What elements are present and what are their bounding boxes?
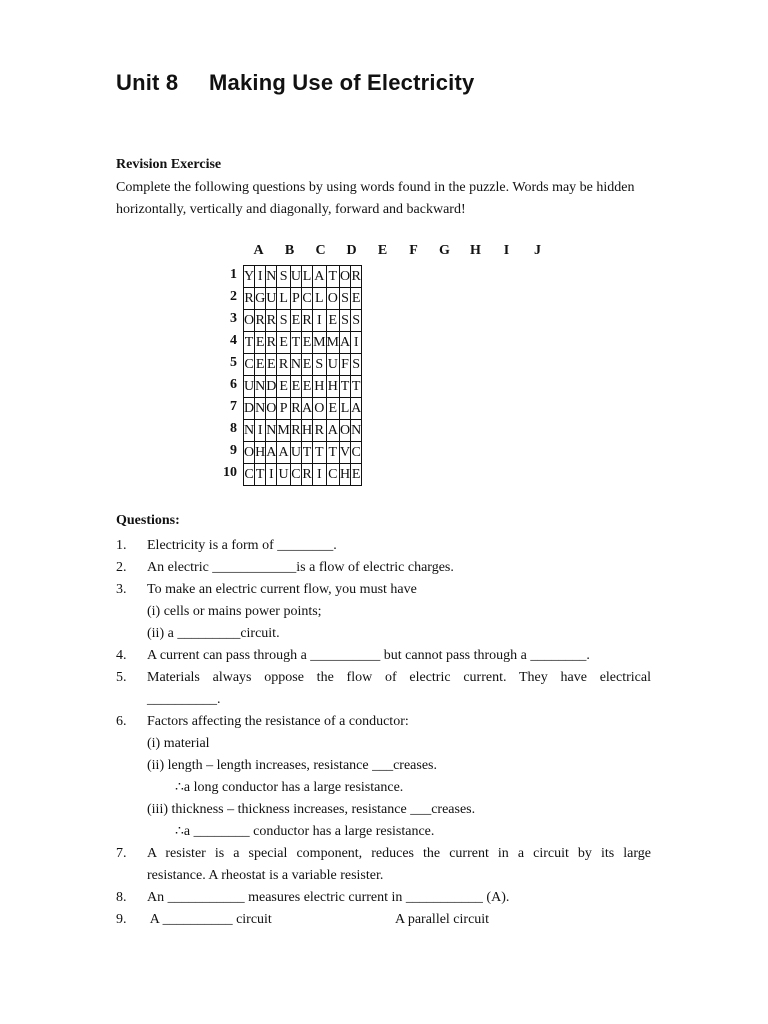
puzzle-cell: N bbox=[351, 420, 362, 442]
question-text: A resister is a special component, reduces the current in a circuit by its large bbox=[147, 846, 651, 861]
question-continuation: resistance. A rheostat is a variable resister. bbox=[147, 868, 384, 883]
row-header: 4 bbox=[230, 333, 237, 348]
puzzle-cell: R bbox=[301, 464, 312, 486]
puzzle-cell: E bbox=[301, 332, 312, 354]
puzzle-cell: A bbox=[339, 332, 350, 354]
puzzle-cell: H bbox=[326, 376, 339, 398]
row-header: 2 bbox=[230, 289, 237, 304]
puzzle-cell: C bbox=[351, 442, 362, 464]
puzzle-cell: O bbox=[313, 398, 326, 420]
puzzle-cell: T bbox=[290, 332, 301, 354]
puzzle-cell: C bbox=[301, 288, 312, 310]
puzzle-cell: D bbox=[266, 376, 277, 398]
puzzle-cell: T bbox=[351, 376, 362, 398]
puzzle-cell: Y bbox=[244, 266, 255, 288]
puzzle-row bbox=[244, 420, 362, 442]
puzzle-cell: T bbox=[255, 464, 266, 486]
row-header: 10 bbox=[223, 465, 237, 480]
puzzle-cell: O bbox=[339, 420, 350, 442]
puzzle-cell: C bbox=[290, 464, 301, 486]
puzzle-row bbox=[244, 376, 362, 398]
puzzle-cell: O bbox=[244, 310, 255, 332]
puzzle-grid bbox=[243, 265, 362, 486]
puzzle-cell: V bbox=[339, 442, 350, 464]
puzzle-cell: F bbox=[339, 354, 350, 376]
puzzle-cell: L bbox=[339, 398, 350, 420]
puzzle-cell: N bbox=[266, 266, 277, 288]
column-header: H bbox=[470, 243, 481, 258]
puzzle-cell: D bbox=[244, 398, 255, 420]
puzzle-cell: R bbox=[301, 310, 312, 332]
puzzle-cell: R bbox=[313, 420, 326, 442]
puzzle-cell: E bbox=[290, 310, 301, 332]
column-header: I bbox=[503, 243, 510, 258]
question-continuation: __________. bbox=[147, 692, 221, 707]
puzzle-cell: U bbox=[277, 464, 290, 486]
puzzle-cell: A bbox=[313, 266, 326, 288]
question-text: A __________ circuit bbox=[147, 912, 272, 927]
puzzle-cell: R bbox=[266, 310, 277, 332]
puzzle-cell: I bbox=[313, 310, 326, 332]
puzzle-cell: S bbox=[277, 310, 290, 332]
puzzle-cell: T bbox=[326, 442, 339, 464]
puzzle-cell: E bbox=[255, 332, 266, 354]
puzzle-cell: T bbox=[339, 376, 350, 398]
column-header: E bbox=[377, 243, 388, 258]
puzzle-cell: A bbox=[277, 442, 290, 464]
puzzle-cell: E bbox=[301, 376, 312, 398]
puzzle-cell: R bbox=[244, 288, 255, 310]
puzzle-cell: E bbox=[255, 354, 266, 376]
puzzle-cell: N bbox=[290, 354, 301, 376]
puzzle-cell: R bbox=[266, 332, 277, 354]
question-number: 2. bbox=[116, 560, 127, 575]
question-subitem: ∴a long conductor has a large resistance. bbox=[175, 780, 404, 795]
puzzle-cell: U bbox=[290, 442, 301, 464]
puzzle-cell: T bbox=[326, 266, 339, 288]
puzzle-cell: N bbox=[255, 376, 266, 398]
questions-heading: Questions: bbox=[116, 513, 180, 528]
puzzle-cell: S bbox=[351, 310, 362, 332]
question-text: Factors affecting the resistance of a conductor: bbox=[147, 714, 409, 729]
puzzle-cell: I bbox=[313, 464, 326, 486]
puzzle-cell: L bbox=[301, 266, 312, 288]
question-number: 8. bbox=[116, 890, 127, 905]
question-number: 1. bbox=[116, 538, 127, 553]
puzzle-cell: E bbox=[326, 310, 339, 332]
question-text: An electric ____________is a flow of electric charges. bbox=[147, 560, 454, 575]
row-header: 6 bbox=[230, 377, 237, 392]
puzzle-cell: R bbox=[290, 398, 301, 420]
puzzle-cell: U bbox=[266, 288, 277, 310]
puzzle-cell: R bbox=[277, 354, 290, 376]
question-text: Electricity is a form of ________. bbox=[147, 538, 337, 553]
column-header: A bbox=[253, 243, 264, 258]
column-header: C bbox=[315, 243, 326, 258]
unit-name: Making Use of Electricity bbox=[209, 70, 475, 95]
question-number: 3. bbox=[116, 582, 127, 597]
row-header: 8 bbox=[230, 421, 237, 436]
puzzle-cell: T bbox=[301, 442, 312, 464]
puzzle-cell: H bbox=[255, 442, 266, 464]
puzzle-cell: U bbox=[244, 376, 255, 398]
question-number: 7. bbox=[116, 846, 127, 861]
question-subitem: (ii) length – length increases, resistance ___creases. bbox=[147, 758, 438, 773]
puzzle-cell: S bbox=[339, 310, 350, 332]
puzzle-cell: O bbox=[326, 288, 339, 310]
puzzle-cell: E bbox=[290, 376, 301, 398]
puzzle-cell: G bbox=[255, 288, 266, 310]
row-header: 3 bbox=[230, 311, 237, 326]
column-header: F bbox=[409, 243, 418, 258]
section-title: Revision Exercise bbox=[116, 157, 222, 172]
question-text-right: A parallel circuit bbox=[395, 912, 490, 927]
column-header: B bbox=[284, 243, 295, 258]
question-subitem: (i) cells or mains power points; bbox=[147, 604, 322, 619]
puzzle-cell: S bbox=[339, 288, 350, 310]
instructions-text: Complete the following questions by using words found in the puzzle. Words may be hidden horizontally, vertically and diagonally, forward and backward! bbox=[116, 180, 635, 217]
puzzle-cell: A bbox=[351, 398, 362, 420]
puzzle-cell: I bbox=[266, 464, 277, 486]
puzzle-row bbox=[244, 288, 362, 310]
puzzle-cell: P bbox=[277, 398, 290, 420]
question-number: 9. bbox=[116, 912, 127, 927]
puzzle-cell: E bbox=[277, 376, 290, 398]
puzzle-row bbox=[244, 332, 362, 354]
puzzle-cell: T bbox=[244, 332, 255, 354]
puzzle-cell: U bbox=[326, 354, 339, 376]
puzzle-cell: S bbox=[313, 354, 326, 376]
question-subitem: ∴a ________ conductor has a large resistance. bbox=[175, 824, 435, 839]
puzzle-cell: M bbox=[326, 332, 339, 354]
row-header: 9 bbox=[230, 443, 237, 458]
puzzle-cell: O bbox=[339, 266, 350, 288]
puzzle-cell: T bbox=[313, 442, 326, 464]
question-text: To make an electric current flow, you must have bbox=[147, 582, 417, 597]
puzzle-cell: E bbox=[266, 354, 277, 376]
row-header: 5 bbox=[230, 355, 237, 370]
puzzle-cell: C bbox=[244, 354, 255, 376]
question-number: 6. bbox=[116, 714, 127, 729]
puzzle-cell: H bbox=[313, 376, 326, 398]
puzzle-cell: A bbox=[301, 398, 312, 420]
row-header: 7 bbox=[230, 399, 237, 414]
puzzle-cell: L bbox=[277, 288, 290, 310]
question-subitem: (i) material bbox=[147, 736, 210, 751]
page-title bbox=[116, 70, 474, 96]
puzzle-cell: M bbox=[313, 332, 326, 354]
puzzle-cell: E bbox=[326, 398, 339, 420]
question-subitem: (iii) thickness – thickness increases, resistance ___creases. bbox=[147, 802, 476, 817]
puzzle-cell: C bbox=[326, 464, 339, 486]
puzzle-cell: E bbox=[351, 464, 362, 486]
row-header: 1 bbox=[230, 267, 237, 282]
puzzle-cell: O bbox=[244, 442, 255, 464]
puzzle-cell: U bbox=[290, 266, 301, 288]
puzzle-cell: R bbox=[290, 420, 301, 442]
puzzle-row bbox=[244, 442, 362, 464]
puzzle-cell: E bbox=[351, 288, 362, 310]
puzzle-cell: R bbox=[255, 310, 266, 332]
unit-number: Unit 8 bbox=[116, 70, 179, 95]
puzzle-row bbox=[244, 398, 362, 420]
puzzle-row bbox=[244, 464, 362, 486]
puzzle-cell: E bbox=[301, 354, 312, 376]
question-text: An ___________ measures electric current in ___________ (A). bbox=[147, 890, 510, 905]
puzzle-cell: E bbox=[277, 332, 290, 354]
puzzle-cell: N bbox=[255, 398, 266, 420]
column-header: J bbox=[534, 243, 541, 258]
puzzle-row bbox=[244, 310, 362, 332]
puzzle-cell: C bbox=[244, 464, 255, 486]
puzzle-cell: R bbox=[351, 266, 362, 288]
question-text: A current can pass through a __________ but cannot pass through a ________. bbox=[147, 648, 590, 663]
puzzle-cell: L bbox=[313, 288, 326, 310]
puzzle-cell: I bbox=[255, 266, 266, 288]
puzzle-cell: A bbox=[266, 442, 277, 464]
puzzle-cell: P bbox=[290, 288, 301, 310]
question-number: 4. bbox=[116, 648, 127, 663]
puzzle-row bbox=[244, 354, 362, 376]
puzzle-cell: O bbox=[266, 398, 277, 420]
puzzle-cell: S bbox=[351, 354, 362, 376]
puzzle-cell: S bbox=[277, 266, 290, 288]
puzzle-cell: A bbox=[326, 420, 339, 442]
puzzle-cell: I bbox=[255, 420, 266, 442]
puzzle-cell: N bbox=[244, 420, 255, 442]
column-header: D bbox=[346, 243, 357, 258]
question-number: 5. bbox=[116, 670, 127, 685]
question-subitem: (ii) a _________circuit. bbox=[147, 626, 280, 641]
puzzle-cell: H bbox=[339, 464, 350, 486]
puzzle-row bbox=[244, 266, 362, 288]
column-header: G bbox=[439, 243, 450, 258]
puzzle-cell: N bbox=[266, 420, 277, 442]
puzzle-cell: H bbox=[301, 420, 312, 442]
puzzle-cell: I bbox=[351, 332, 362, 354]
puzzle-cell: M bbox=[277, 420, 290, 442]
question-text: Materials always oppose the flow of electric current. They have electrical bbox=[147, 670, 651, 685]
